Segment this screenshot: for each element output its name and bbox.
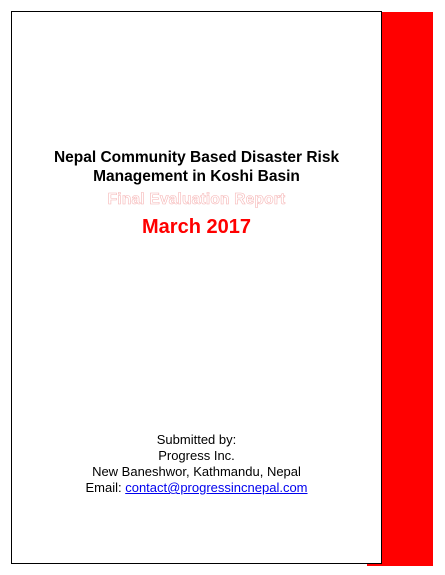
- organization-address: New Baneshwor, Kathmandu, Nepal: [92, 464, 301, 479]
- title-line-2: Management in Koshi Basin: [93, 168, 300, 185]
- submission-block: [11, 432, 382, 496]
- report-subtitle: Final Evaluation Report: [107, 191, 286, 208]
- email-label: Email:: [85, 480, 126, 495]
- submitted-by-label: Submitted by:: [156, 432, 237, 447]
- organization-name: Progress Inc.: [158, 448, 235, 463]
- report-date: March 2017: [142, 216, 251, 238]
- email-link[interactable]: contact@progressincnepal.com: [125, 480, 308, 495]
- email-line: [11, 480, 382, 496]
- report-title: [11, 148, 382, 186]
- title-line-1: Nepal Community Based Disaster Risk: [53, 149, 340, 166]
